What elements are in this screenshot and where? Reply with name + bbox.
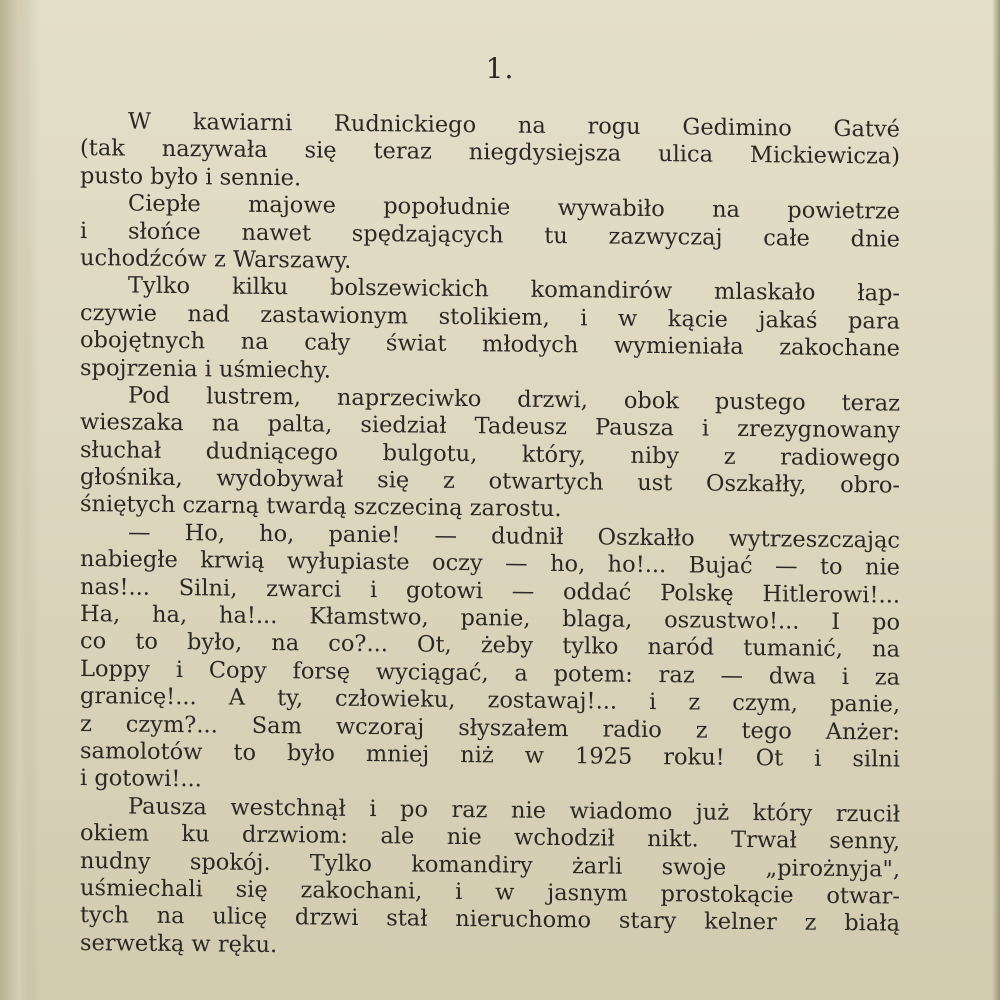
text-line: Pod lustrem, naprzeciwko drzwi, obok pustego teraz [128, 382, 900, 417]
text-line: czywie nad zastawionym stolikiem, i w kącie jakaś para [80, 299, 900, 335]
text-line: głośnika, wydobywał się z otwartych ust Oszkałły, obro- [80, 464, 900, 499]
text-line: spojrzenia i uśmiechy. [80, 354, 331, 384]
text-line: nas!... Silni, zwarci i gotowi — oddać Polskę Hitlerowi!... [80, 573, 900, 609]
text-line: (tak nazywała się teraz niegdysiejsza ulica Mickiewicza) [80, 135, 900, 170]
text-line: tych na ulicę drzwi stał nieruchomo stary kelner z białą [80, 902, 900, 937]
chapter-number: 1. [485, 52, 515, 85]
text-line: wieszaka na palta, siedział Tadeusz Pausza i zrezygnowany [80, 409, 900, 444]
text-line: Ciepłe majowe popołudnie wywabiło na powietrze [128, 190, 900, 225]
text-line: śniętych czarną twardą szczeciną zarostu. [80, 491, 562, 523]
text-line: Loppy i Copy forsę wyciągać, a potem: raz — dwa i za [80, 655, 900, 691]
text-line: nudny spokój. Tylko komandiry żarli swoje „pirożnyja", [80, 847, 900, 883]
text-line: W kawiarni Rudnickiego na rogu Gedimino Gatvé [128, 108, 900, 143]
text-line: obojętnych na cały świat młodych wymieniała zakochane [80, 327, 900, 362]
text-line: Ha, ha, ha!... Kłamstwo, panie, blaga, oszustwo!... I po [80, 601, 900, 636]
text-line: uśmiechali się zakochani, i w jasnym prostokącie otwar- [80, 874, 900, 910]
text-line: samolotów to było mniej niż w 1925 roku! Ot i silni [80, 737, 900, 773]
page-gutter [0, 0, 32, 1000]
text-line: Tylko kilku bolszewickich komandirów mlaskało łap- [128, 272, 900, 307]
text-line: — Ho, ho, panie! — dudnił Oszkałło wytrzeszczając [128, 519, 900, 554]
text-line: serwetką w ręku. [80, 929, 278, 958]
text-line: i słońce nawet spędzających tu zazwyczaj całe dnie [80, 217, 900, 253]
text-line: okiem ku drzwiom: ale nie wchodził nikt. Trwał senny, [80, 820, 900, 855]
body-text [80, 108, 900, 966]
text-line: słuchał dudniącego bulgotu, który, niby z radiowego [80, 436, 900, 472]
text-line: nabiegłe krwią wyłupiaste oczy — ho, ho!... Bujać — to nie [80, 546, 900, 581]
text-line: i gotowi!... [80, 765, 202, 793]
text-line: pusto było i sennie. [80, 162, 302, 192]
page-edge [992, 0, 1000, 1000]
text-line: Pausza westchnął i po raz nie wiadomo już który rzucił [128, 793, 900, 828]
text-line: granicę!... A ty, człowieku, zostawaj!... i z czym, panie, [80, 683, 900, 718]
text-line: co to było, na co?... Ot, żeby tylko naród tumanić, na [80, 628, 900, 664]
text-line: uchodźców z Warszawy. [80, 244, 352, 274]
text-line: z czym?... Sam wczoraj słyszałem radio z tego Anżer: [80, 710, 900, 746]
